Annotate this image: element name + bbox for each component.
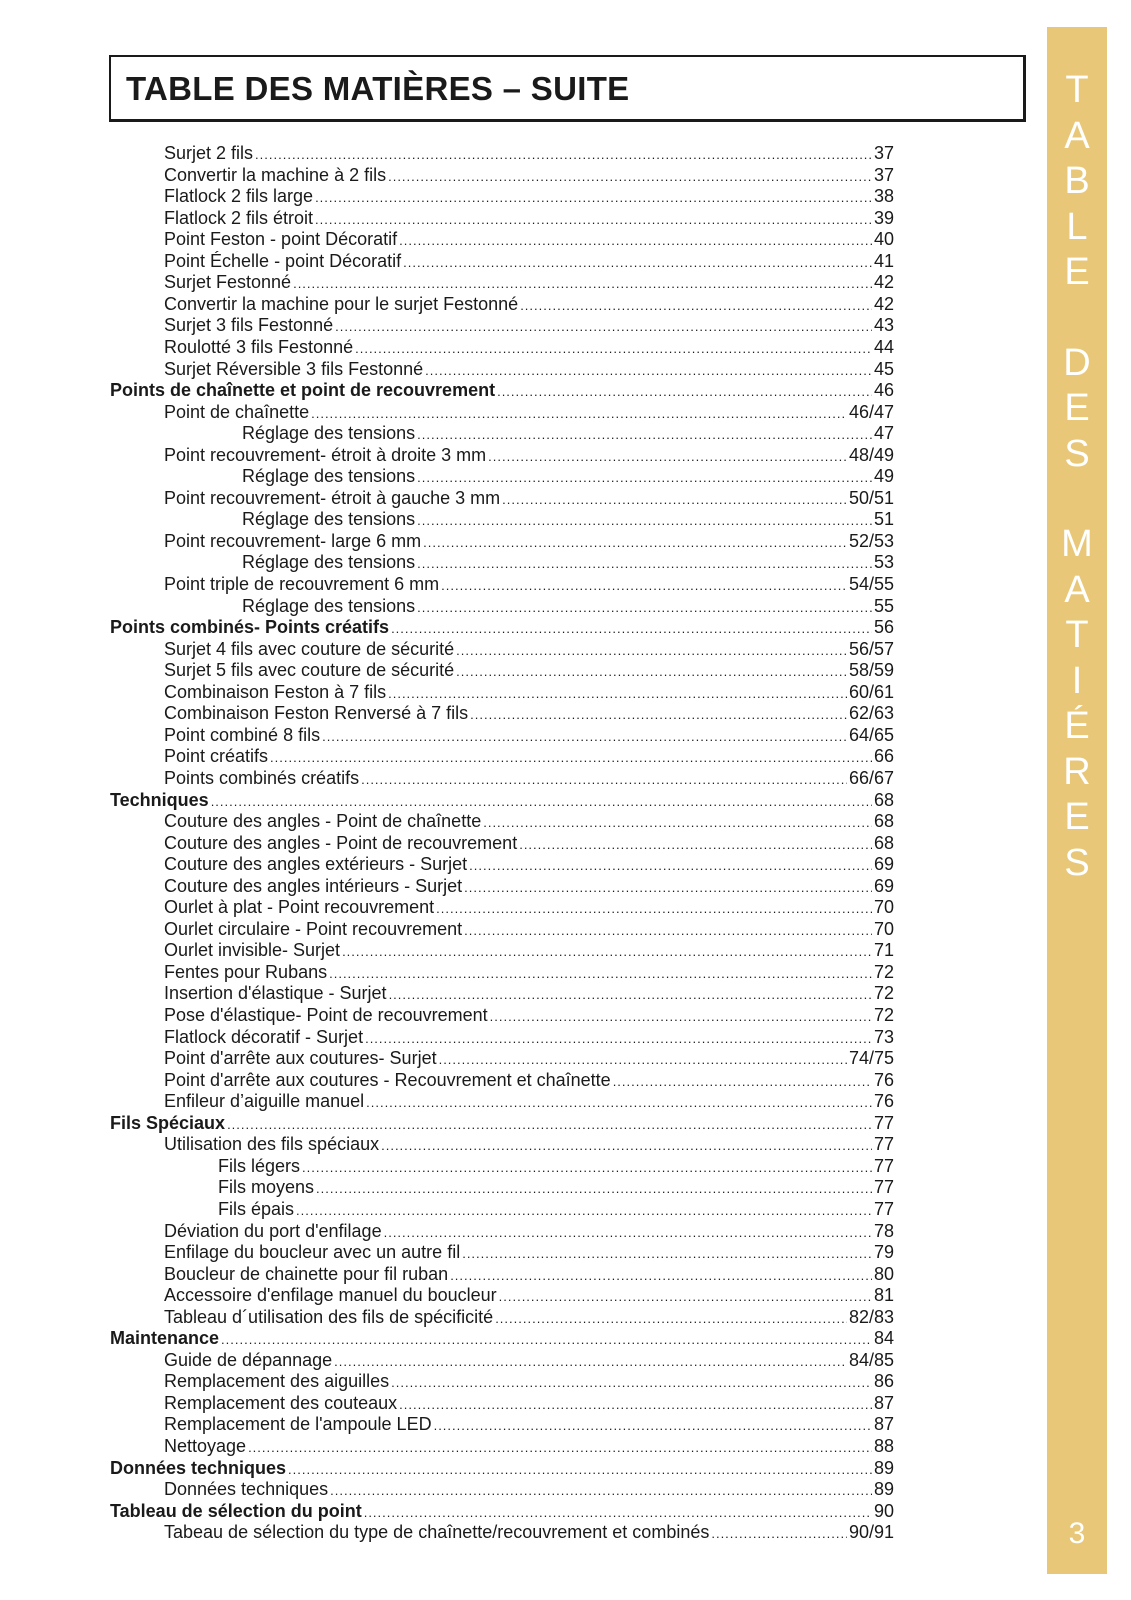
toc-entry-page: 78 <box>873 1220 894 1241</box>
sidebar-letter: T <box>1065 69 1089 111</box>
toc-entry[interactable] <box>164 897 894 919</box>
dot-leader <box>391 618 872 640</box>
toc-entry-page: 43 <box>873 315 894 336</box>
page-title: TABLE DES MATIÈRES – SUITE <box>126 70 630 107</box>
toc-entry[interactable] <box>164 1522 894 1544</box>
toc-entry[interactable] <box>164 703 894 725</box>
toc-entry[interactable] <box>164 445 894 467</box>
toc-entry[interactable] <box>218 1177 894 1199</box>
toc-entry[interactable] <box>164 1285 894 1307</box>
toc-entry-page: 82/83 <box>848 1306 894 1327</box>
toc-entry-page: 72 <box>873 983 894 1004</box>
dot-leader <box>388 683 847 705</box>
toc-entry-page: 69 <box>873 875 894 896</box>
sidebar-letter: D <box>1063 341 1091 384</box>
dot-leader <box>495 1308 847 1330</box>
toc-entry-page: 55 <box>873 595 894 616</box>
toc-entry[interactable] <box>164 1134 894 1156</box>
dot-leader <box>441 575 847 597</box>
dot-leader <box>399 1394 872 1416</box>
toc-entry-page: 40 <box>873 229 894 250</box>
toc-entry-page: 70 <box>873 918 894 939</box>
toc-entry-page: 79 <box>873 1242 894 1263</box>
toc-entry-title: Combinaison Feston à 7 fils <box>164 681 387 702</box>
toc-entry[interactable] <box>164 660 894 682</box>
dot-leader <box>450 1265 872 1287</box>
toc-entry-page: 49 <box>873 466 894 487</box>
toc-entry[interactable] <box>164 208 894 230</box>
toc-entry[interactable] <box>164 1027 894 1049</box>
toc-entry-title: Enfileur d’aiguille manuel <box>164 1091 365 1112</box>
toc-entry[interactable] <box>164 488 894 510</box>
sidebar-letter: T <box>1065 614 1089 656</box>
toc-entry-title: Point recouvrement- large 6 mm <box>164 530 422 551</box>
toc-entry-page: 87 <box>873 1392 894 1413</box>
toc-entry-title: Point Feston - point Décoratif <box>164 229 398 250</box>
toc-entry-title: Réglage des tensions <box>242 552 416 573</box>
toc-entry-title: Surjet Festonné <box>164 272 292 293</box>
dot-leader <box>423 532 847 554</box>
dot-leader <box>417 467 872 489</box>
toc-entry-title: Couture des angles intérieurs - Surjet <box>164 875 463 896</box>
toc-entry-page: 76 <box>873 1069 894 1090</box>
dot-leader <box>425 360 872 382</box>
toc-entry-title: Point recouvrement- étroit à gauche 3 mm <box>164 487 501 508</box>
toc-entry[interactable] <box>164 1048 894 1070</box>
dot-leader <box>391 1372 872 1394</box>
toc-entry-title: Point combiné 8 fils <box>164 724 321 745</box>
toc-entry-title: Maintenance <box>110 1328 220 1349</box>
toc-entry-page: 68 <box>873 832 894 853</box>
toc-entry[interactable] <box>164 315 894 337</box>
toc-entry[interactable] <box>110 617 894 639</box>
toc-entry[interactable] <box>164 1436 894 1458</box>
dot-leader <box>329 963 872 985</box>
dot-leader <box>293 273 872 295</box>
dot-leader <box>403 252 872 274</box>
toc-entry[interactable] <box>218 1156 894 1178</box>
toc-entry[interactable] <box>110 1328 894 1350</box>
toc-entry[interactable] <box>110 1458 894 1480</box>
toc-entry-title: Ourlet à plat - Point recouvrement <box>164 897 435 918</box>
toc-entry-title: Surjet Réversible 3 fils Festonné <box>164 358 424 379</box>
toc-entry-title: Fentes pour Rubans <box>164 961 328 982</box>
toc-entry-title: Surjet 4 fils avec couture de sécurité <box>164 638 455 659</box>
dot-leader <box>483 812 872 834</box>
dot-leader <box>462 1243 872 1265</box>
toc-entry-page: 77 <box>873 1134 894 1155</box>
dot-leader <box>456 640 847 662</box>
toc-entry[interactable] <box>164 962 894 984</box>
toc-entry[interactable] <box>164 746 894 768</box>
toc-entry-title: Réglage des tensions <box>242 423 416 444</box>
toc-entry-page: 77 <box>873 1112 894 1133</box>
toc-entry-title: Point de chaînette <box>164 401 310 422</box>
toc-entry-title: Point d'arrête aux coutures - Recouvrement et chaînette <box>164 1069 611 1090</box>
dot-leader <box>366 1092 872 1114</box>
toc-entry[interactable] <box>164 1393 894 1415</box>
dot-leader <box>381 1135 872 1157</box>
sidebar-letter: A <box>1064 114 1090 157</box>
toc-entry-page: 64/65 <box>848 724 894 745</box>
page-number: 3 <box>1068 1517 1086 1550</box>
toc-entry-title: Pose d'élastique- Point de recouvrement <box>164 1005 488 1025</box>
dot-leader <box>361 769 847 791</box>
toc-entry[interactable] <box>164 768 894 790</box>
toc-entry-page: 84 <box>873 1328 894 1349</box>
toc-entry[interactable] <box>164 294 894 316</box>
sidebar-letter: R <box>1063 750 1091 793</box>
dot-leader <box>322 726 847 748</box>
dot-leader <box>355 338 872 360</box>
toc-entry[interactable] <box>164 1070 894 1092</box>
toc-entry[interactable] <box>164 1414 894 1436</box>
toc-entry-page: 66/67 <box>848 767 894 788</box>
toc-entry[interactable] <box>164 639 894 661</box>
toc-entry-page: 71 <box>873 940 894 961</box>
toc-entry-title: Remplacement de l'ampoule LED <box>164 1414 432 1435</box>
dot-leader <box>711 1523 847 1545</box>
toc-entry[interactable] <box>110 380 894 402</box>
toc-entry-title: Surjet 5 fils avec couture de sécurité <box>164 660 455 681</box>
toc-entry-title: Surjet 3 fils Festonné <box>164 315 334 336</box>
toc-entry-page: 44 <box>873 336 894 357</box>
toc-entry[interactable] <box>164 531 894 553</box>
toc-entry[interactable] <box>164 1479 894 1501</box>
toc-entry[interactable] <box>164 854 894 876</box>
toc-entry-title: Accessoire d'enfilage manuel du boucleur <box>164 1285 497 1306</box>
dot-leader <box>315 209 872 231</box>
toc-entry-page: 74/75 <box>848 1048 894 1069</box>
dot-leader <box>439 1049 847 1071</box>
toc-entry-page: 62/63 <box>848 703 894 724</box>
dot-leader <box>227 1114 872 1136</box>
toc-entry-page: 88 <box>873 1436 894 1456</box>
toc-entry-page: 90 <box>873 1500 894 1521</box>
toc-entry-page: 48/49 <box>848 444 894 465</box>
dot-leader <box>464 920 872 942</box>
toc-entry-page: 56 <box>873 617 894 638</box>
toc-entry-title: Roulotté 3 fils Festonné <box>164 336 354 357</box>
dot-leader <box>330 1480 872 1502</box>
toc-entry-page: 77 <box>873 1198 894 1219</box>
toc-entry-title: Déviation du port d'enfilage <box>164 1220 382 1241</box>
toc-entry-page: 46 <box>873 380 894 401</box>
toc-entry-page: 89 <box>873 1457 894 1478</box>
dot-leader <box>316 1178 872 1200</box>
toc-entry[interactable] <box>164 1264 894 1286</box>
toc-entry-page: 73 <box>873 1026 894 1047</box>
toc-entry-page: 54/55 <box>848 574 894 594</box>
toc-entry[interactable] <box>164 574 894 596</box>
dot-leader <box>296 1200 872 1222</box>
toc-entry[interactable] <box>164 337 894 359</box>
toc-entry-page: 76 <box>873 1091 894 1112</box>
toc-entry-page: 37 <box>873 143 894 163</box>
dot-leader <box>388 166 872 188</box>
toc-entry-title: Flatlock 2 fils étroit <box>164 207 314 228</box>
dot-leader <box>490 1006 872 1028</box>
toc-entry-title: Point recouvrement- étroit à droite 3 mm <box>164 444 487 465</box>
toc-entry-title: Boucleur de chainette pour fil ruban <box>164 1263 449 1284</box>
toc-entry-title: Point Échelle - point Décoratif <box>164 250 402 271</box>
dot-leader <box>417 553 872 575</box>
toc-entry-page: 53 <box>873 552 894 573</box>
toc-entry[interactable] <box>164 1307 894 1329</box>
toc-entry-title: Enfilage du boucleur avec un autre fil <box>164 1242 461 1263</box>
toc-entry[interactable] <box>164 1005 894 1027</box>
dot-leader <box>519 834 872 856</box>
toc-entry[interactable] <box>164 876 894 898</box>
dot-leader <box>417 597 872 619</box>
toc-entry[interactable] <box>164 725 894 747</box>
dot-leader <box>464 877 872 899</box>
toc-entry-page: 69 <box>873 854 894 875</box>
toc-entry[interactable] <box>164 1091 894 1113</box>
toc-entry-page: 39 <box>873 207 894 228</box>
toc-entry-page: 72 <box>873 1005 894 1025</box>
sidebar-letter: L <box>1066 205 1088 248</box>
toc-entry[interactable] <box>164 1242 894 1264</box>
dot-leader <box>288 1459 872 1481</box>
toc-entry-page: 37 <box>873 164 894 185</box>
toc-entry[interactable] <box>110 790 894 812</box>
toc-entry-title: Techniques <box>110 789 209 810</box>
toc-entry[interactable] <box>164 682 894 704</box>
toc-entry-title: Point triple de recouvrement 6 mm <box>164 574 440 594</box>
sidebar-letter: E <box>1064 796 1090 838</box>
toc-entry-title: Points combinés- Points créatifs <box>110 617 390 638</box>
sidebar-letter: E <box>1064 251 1090 293</box>
sidebar-letter: É <box>1064 705 1090 747</box>
toc-entry-page: 68 <box>873 789 894 810</box>
toc-entry-title: Ourlet invisible- Surjet <box>164 940 341 961</box>
toc-entry-title: Guide de dépannage <box>164 1349 333 1370</box>
toc-entry[interactable] <box>164 402 894 424</box>
dot-leader <box>520 295 872 317</box>
sidebar-tab <box>1047 27 1107 1574</box>
toc-entry-title: Couture des angles extérieurs - Surjet <box>164 854 468 875</box>
dot-leader <box>499 1286 872 1308</box>
toc-entry-title: Combinaison Feston Renversé à 7 fils <box>164 703 469 724</box>
toc-entry[interactable] <box>164 1371 894 1393</box>
toc-entry-title: Convertir la machine pour le surjet Festonné <box>164 293 519 314</box>
toc-entry[interactable] <box>242 552 894 574</box>
dot-leader <box>470 704 847 726</box>
dot-leader <box>417 510 872 532</box>
toc-entry-page: 80 <box>873 1263 894 1284</box>
toc-entry-title: Fils légers <box>218 1155 301 1176</box>
toc-entry-page: 70 <box>873 897 894 918</box>
toc-entry-page: 77 <box>873 1155 894 1176</box>
toc-entry[interactable] <box>164 919 894 941</box>
sidebar-letter: A <box>1064 568 1090 611</box>
dot-leader <box>434 1415 872 1437</box>
toc-entry-page: 89 <box>873 1479 894 1500</box>
toc-entry-title: Nettoyage <box>164 1436 247 1456</box>
sidebar-letter: I <box>1071 659 1083 702</box>
dot-leader <box>335 316 872 338</box>
toc-entry-title: Point créatifs <box>164 746 269 767</box>
toc-entry[interactable] <box>164 811 894 833</box>
toc-entry-title: Réglage des tensions <box>242 466 416 487</box>
toc-entry[interactable] <box>110 1113 894 1135</box>
dot-leader <box>502 489 847 511</box>
toc-entry-title: Points de chaînette et point de recouvrement <box>110 380 496 401</box>
toc-entry-title: Couture des angles - Point de chaînette <box>164 811 482 832</box>
dot-leader <box>315 187 872 209</box>
toc-entry-page: 86 <box>873 1371 894 1392</box>
toc-entry[interactable] <box>164 229 894 251</box>
toc-entry-title: Points combinés créatifs <box>164 767 360 788</box>
dot-leader <box>255 144 872 166</box>
sidebar-letter: E <box>1064 387 1090 429</box>
dot-leader <box>364 1502 872 1524</box>
dot-leader <box>311 403 847 425</box>
dot-leader <box>384 1222 872 1244</box>
dot-leader <box>436 898 872 920</box>
toc-entry-title: Réglage des tensions <box>242 509 416 530</box>
dot-leader <box>469 855 872 877</box>
toc-entry-title: Flatlock décoratif - Surjet <box>164 1026 364 1047</box>
toc-entry[interactable] <box>164 186 894 208</box>
toc-entry-title: Tableau de sélection du point <box>110 1500 362 1521</box>
dot-leader <box>456 661 847 683</box>
toc-entry-title: Tableau d´utilisation des fils de spécificité <box>164 1306 494 1327</box>
dot-leader <box>302 1157 872 1179</box>
toc-entry-page: 42 <box>873 293 894 314</box>
toc-entry-page: 45 <box>873 358 894 379</box>
toc-entry-title: Remplacement des aiguilles <box>164 1371 390 1392</box>
toc-entry-title: Fils épais <box>218 1198 295 1219</box>
dot-leader <box>488 446 847 468</box>
toc-entry-page: 77 <box>873 1177 894 1198</box>
toc-entry-page: 81 <box>873 1285 894 1306</box>
toc-entry[interactable] <box>164 359 894 381</box>
toc-entry-title: Données techniques <box>164 1479 329 1500</box>
toc-entry-page: 60/61 <box>848 681 894 702</box>
dot-leader <box>389 984 872 1006</box>
toc-entry-title: Insertion d'élastique - Surjet <box>164 983 387 1004</box>
toc-entry[interactable] <box>164 1350 894 1372</box>
dot-leader <box>399 230 872 252</box>
toc-entry-title: Utilisation des fils spéciaux <box>164 1134 380 1155</box>
toc-entry[interactable] <box>242 509 894 531</box>
toc-entry[interactable] <box>110 1501 894 1523</box>
toc-entry-page: 87 <box>873 1414 894 1435</box>
toc-entry[interactable] <box>164 1221 894 1243</box>
toc-entry-title: Surjet 2 fils <box>164 143 254 163</box>
toc-entry-page: 41 <box>873 250 894 271</box>
toc-entry-page: 72 <box>873 961 894 982</box>
toc-entry[interactable] <box>164 165 894 187</box>
toc-entry-page: 46/47 <box>848 401 894 422</box>
toc-entry-page: 68 <box>873 811 894 832</box>
toc-entry-title: Flatlock 2 fils large <box>164 186 314 207</box>
toc-entry-page: 56/57 <box>848 638 894 659</box>
toc-entry-page: 50/51 <box>848 487 894 508</box>
toc-entry-page: 51 <box>873 509 894 530</box>
toc-entry-title: Fils Spéciaux <box>110 1112 226 1133</box>
toc-entry-title: Couture des angles - Point de recouvrement <box>164 832 518 853</box>
toc-entry-title: Réglage des tensions <box>242 595 416 616</box>
dot-leader <box>613 1071 872 1093</box>
sidebar-letter: S <box>1064 841 1090 884</box>
sidebar-letter: B <box>1064 160 1090 202</box>
toc-entry-page: 52/53 <box>848 530 894 551</box>
dot-leader <box>417 424 872 446</box>
toc-entry[interactable] <box>242 423 894 445</box>
toc-entry-title: Remplacement des couteaux <box>164 1392 398 1413</box>
toc-entry[interactable] <box>218 1199 894 1221</box>
toc-entry-title: Données techniques <box>110 1457 287 1478</box>
dot-leader <box>248 1437 872 1459</box>
toc-entry-page: 47 <box>873 423 894 444</box>
dot-leader <box>497 381 872 403</box>
toc-entry-title: Tabeau de sélection du type de chaînette/recouvrement et combinés <box>164 1522 710 1543</box>
toc-entry[interactable] <box>164 143 894 165</box>
toc-entry[interactable] <box>164 983 894 1005</box>
dot-leader <box>342 941 872 963</box>
dot-leader <box>221 1329 872 1351</box>
toc-entry[interactable] <box>242 596 894 618</box>
title-box <box>109 55 1026 122</box>
dot-leader <box>334 1351 847 1373</box>
toc-entry[interactable] <box>242 466 894 488</box>
dot-leader <box>270 747 872 769</box>
dot-leader <box>365 1028 872 1050</box>
toc-entry[interactable] <box>164 251 894 273</box>
toc-entry-title: Ourlet circulaire - Point recouvrement <box>164 918 463 939</box>
toc-entry-page: 42 <box>873 272 894 293</box>
toc-entry-title: Fils moyens <box>218 1177 315 1198</box>
toc-entry-page: 84/85 <box>848 1349 894 1370</box>
toc-entry-page: 58/59 <box>848 660 894 681</box>
toc-entry[interactable] <box>164 833 894 855</box>
toc-entry[interactable] <box>164 272 894 294</box>
toc-entry[interactable] <box>164 940 894 962</box>
toc-entry-page: 38 <box>873 186 894 207</box>
toc-entry-title: Point d'arrête aux coutures- Surjet <box>164 1048 437 1069</box>
dot-leader <box>211 791 872 813</box>
toc-entry-page: 66 <box>873 746 894 767</box>
toc-entry-title: Convertir la machine à 2 fils <box>164 164 387 185</box>
sidebar-letter: M <box>1061 523 1093 565</box>
sidebar-letter: S <box>1064 432 1090 475</box>
toc-entry-page: 90/91 <box>848 1522 894 1543</box>
